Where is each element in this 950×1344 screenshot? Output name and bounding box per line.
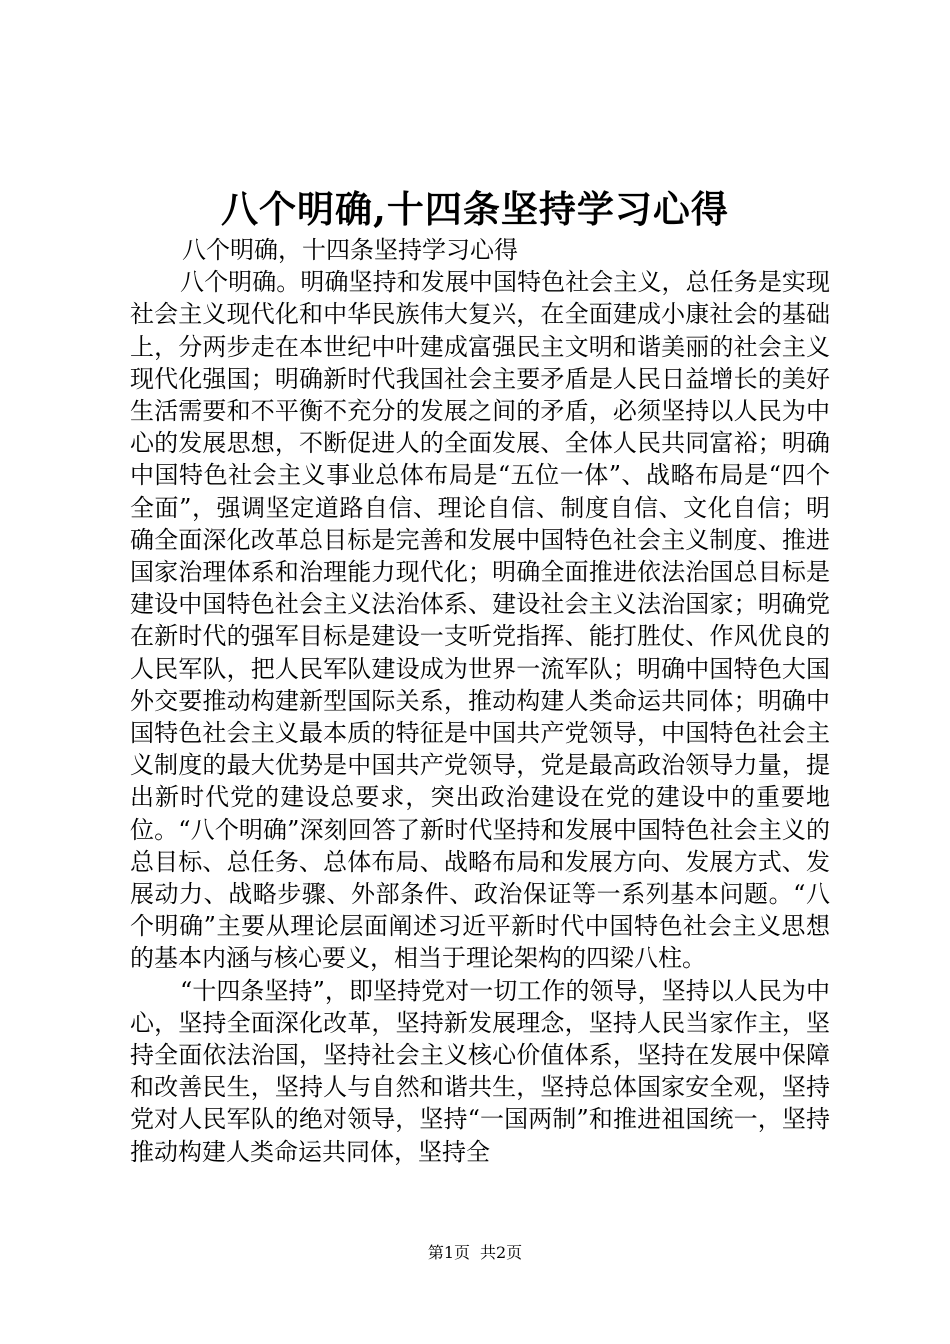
- document-subtitle: 八个明确，十四条坚持学习心得: [182, 236, 518, 264]
- document-title: 八个明确,十四条坚持学习心得: [221, 187, 729, 231]
- document-body: [130, 234, 830, 1168]
- page-number-current: 第1页: [427, 1243, 470, 1262]
- page-footer: [0, 1241, 950, 1265]
- paragraph-fourteen-adherences: “十四条坚持”，即坚持党对一切工作的领导，坚持以人民为中心，坚持全面深化改革，坚持新发展理念，坚持人民当家作主，坚持全面依法治国，坚持社会主义核心价值体系，坚持在发展中保障和改善民生，坚持人与自然和谐共生，坚持总体国家安全观，坚持党对人民军队的绝对领导，坚持“一国两制”和推进祖国统一，坚持推动构建人类命运共同体，坚持全: [130, 976, 830, 1166]
- paragraph-eight-clarifications: 八个明确。明确坚持和发展中国特色社会主义，总任务是实现社会主义现代化和中华民族伟大复兴，在全面建成小康社会的基础上，分两步走在本世纪中叶建成富强民主文明和谐美丽的社会主义现代化强国；明确新时代我国社会主要矛盾是人民日益增长的美好生活需要和不平衡不充分的发展之间的矛盾，必须坚持以人民为中心的发展思想，不断促进人的全面发展、全体人民共同富裕；明确中国特色社会主义事业总体布局是“五位一体”、战略布局是“四个全面”，强调坚定道路自信、理论自信、制度自信、文化自信；明确全面深化改革总目标是完善和发展中国特色社会主义制度、推进国家治理体系和治理能力现代化；明确全面推进依法治国总目标是建设中国特色社会主义法治体系、建设社会主义法治国家；明确党在新时代的强军目标是建设一支听党指挥、能打胜仗、作风优良的人民军队，把人民军队建设成为世界一流军队；明确中国特色大国外交要推动构建新型国际关系，推动构建人类命运共同体；明确中国特色社会主义最本质的特征是中国共产党领导，中国特色社会主义制度的最大优势是中国共产党领导，党是最高政治领导力量，提出新时代党的建设总要求，突出政治建设在党的建设中的重要地位。“八个明确”深刻回答了新时代坚持和发展中国特色社会主义的总目标、总任务、总体布局、战略布局和发展方向、发展方式、发展动力、战略步骤、外部条件、政治保证等一系列基本问题。“八个明确”主要从理论层面阐述习近平新时代中国特色社会主义思想的基本内涵与核心要义，相当于理论架构的四梁八柱。: [130, 268, 830, 973]
- page-number-total: 共2页: [480, 1243, 523, 1262]
